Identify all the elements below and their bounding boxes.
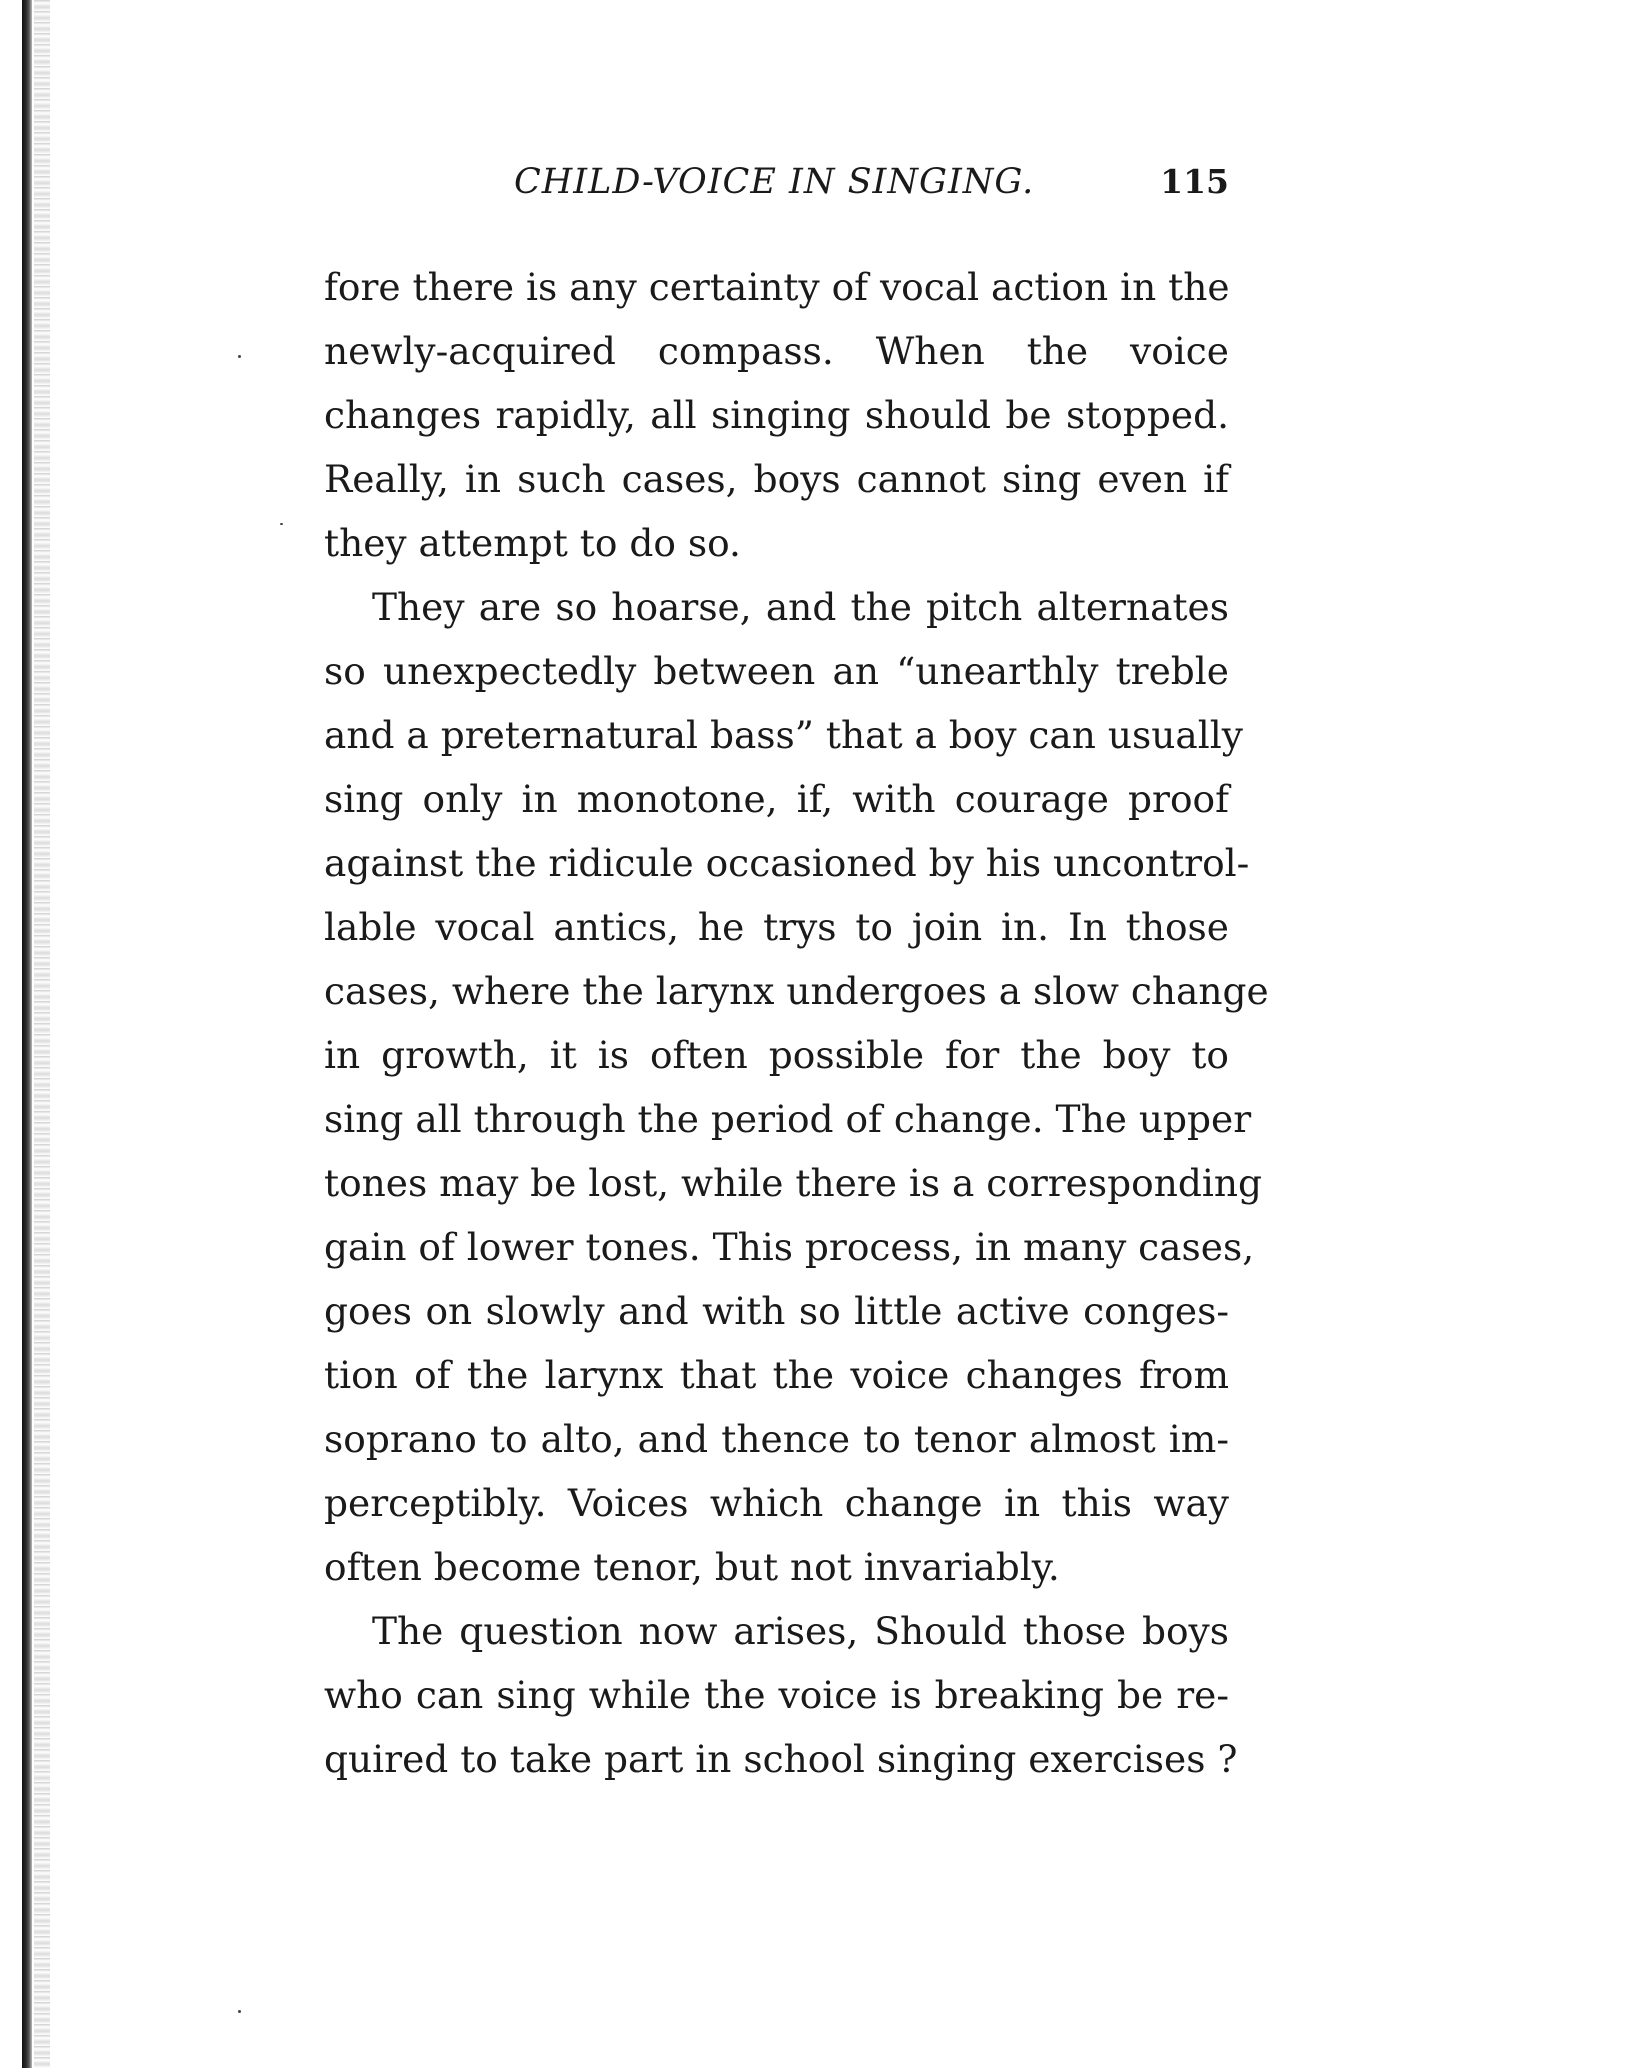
text-line: cases, where the larynx undergoes a slow change [324,969,1269,1013]
running-title: CHILD-VOICE IN SINGING. [514,162,1035,202]
ink-speck [280,523,283,525]
text-line: often become tenor, but not invariably. [324,1545,1060,1589]
page-header [324,162,1229,212]
text-line: goes on slowly and with so little active conges- [324,1289,1229,1333]
text-line: who can sing while the voice is breaking be re- [324,1673,1229,1717]
paragraph-2 [324,575,1269,1599]
text-line: newly-acquired compass. When the voice [324,329,1229,373]
text-line: The question now arises, Should those boys [372,1609,1229,1653]
paragraph-3 [324,1599,1238,1791]
text-line: They are so hoarse, and the pitch alternates [372,585,1229,629]
text-line: quired to take part in school singing exercises ? [324,1737,1238,1781]
page-binding-edge [22,0,32,2068]
text-line: tones may be lost, while there is a corresponding [324,1161,1263,1205]
text-line: tion of the larynx that the voice changes from [324,1353,1229,1397]
page-body [324,255,1269,1791]
text-line: perceptibly. Voices which change in this way [324,1481,1229,1525]
text-line: and a preternatural bass” that a boy can usually [324,713,1243,757]
ink-speck [238,2010,241,2013]
page-binding-texture [34,0,50,2068]
text-line: they attempt to do so. [324,521,741,565]
text-line: fore there is any certainty of vocal action in the [324,265,1230,309]
paragraph-1 [324,255,1229,575]
text-line: in growth, it is often possible for the boy to [324,1033,1229,1077]
text-line: changes rapidly, all singing should be stopped. [324,393,1229,437]
text-line: Really, in such cases, boys cannot sing even if [324,457,1229,501]
text-line: lable vocal antics, he trys to join in. In those [324,905,1229,949]
ink-speck [238,355,241,358]
page-number: 115 [1160,162,1229,201]
text-line: against the ridicule occasioned by his uncontrol- [324,841,1250,885]
text-line: sing only in monotone, if, with courage proof [324,777,1229,821]
text-line: gain of lower tones. This process, in many cases, [324,1225,1255,1269]
text-line: soprano to alto, and thence to tenor almost im- [324,1417,1229,1461]
text-line: so unexpectedly between an “unearthly treble [324,649,1229,693]
text-line: sing all through the period of change. The upper [324,1097,1252,1141]
